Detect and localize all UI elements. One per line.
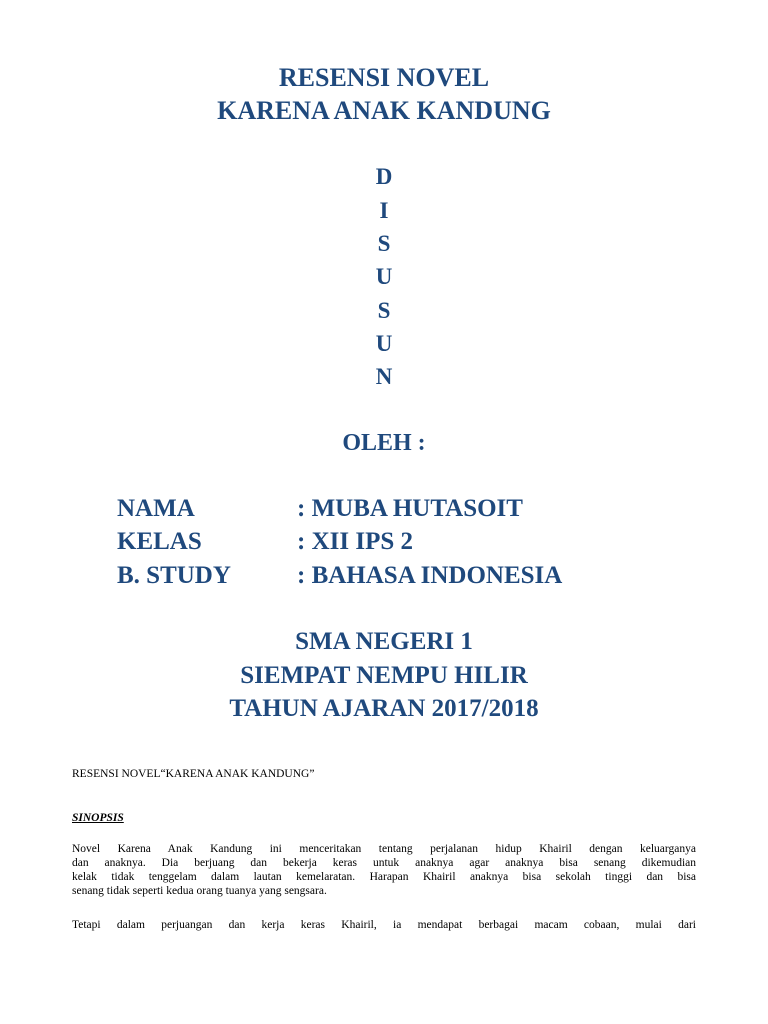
info-value: : MUBA HUTASOIT [297,495,523,522]
disusun-letter: U [375,264,393,289]
school-location: SIEMPAT NEMPU HILIR [240,662,528,689]
info-label: KELAS [117,528,202,555]
document-title-line-2: KARENA ANAK KANDUNG [217,96,551,125]
info-value: : BAHASA INDONESIA [297,562,563,589]
oleh-label: OLEH : [342,430,426,456]
paragraph-line: Novel Karena Anak Kandung ini menceritakan tentang perjalanan hidup Khairil dengan keluarganya [72,843,696,855]
info-label: B. STUDY [117,562,231,589]
disusun-letter: I [379,198,389,223]
document-title-line-1: RESENSI NOVEL [278,63,490,92]
synopsis-paragraph-2 [72,918,696,932]
paragraph-line: dan anaknya. Dia berjuang dan bekerja keras untuk anaknya agar anaknya bisa senang dikemudian [72,857,696,869]
paragraph-line: kelak tidak tenggelam dalam lautan kemelaratan. Harapan Khairil anaknya bisa sekolah tinggi dan bisa [72,871,696,883]
sinopsis-heading: SINOPSIS [72,812,124,824]
school-year: TAHUN AJARAN 2017/2018 [229,695,539,722]
info-row-kelas [117,526,717,558]
disusun-letter: S [377,231,391,256]
disusun-letter: N [375,364,393,389]
disusun-letter: S [377,298,391,323]
info-row-nama [117,493,717,525]
synopsis-paragraph-1 [72,842,696,898]
school-name: SMA NEGERI 1 [295,628,473,655]
paragraph-line: senang tidak seperti kedua orang tuanya yang sengsara. [72,885,327,897]
paragraph-line: Tetapi dalam perjuangan dan kerja keras Khairil, ia mendapat berbagai macam cobaan, mulai dari [72,919,696,931]
disusun-letter: U [375,331,393,356]
info-value: : XII IPS 2 [297,528,413,555]
info-label: NAMA [117,495,195,522]
info-row-study [117,560,717,592]
disusun-letter: D [375,164,393,189]
review-title: RESENSI NOVEL“KARENA ANAK KANDUNG” [72,768,315,780]
